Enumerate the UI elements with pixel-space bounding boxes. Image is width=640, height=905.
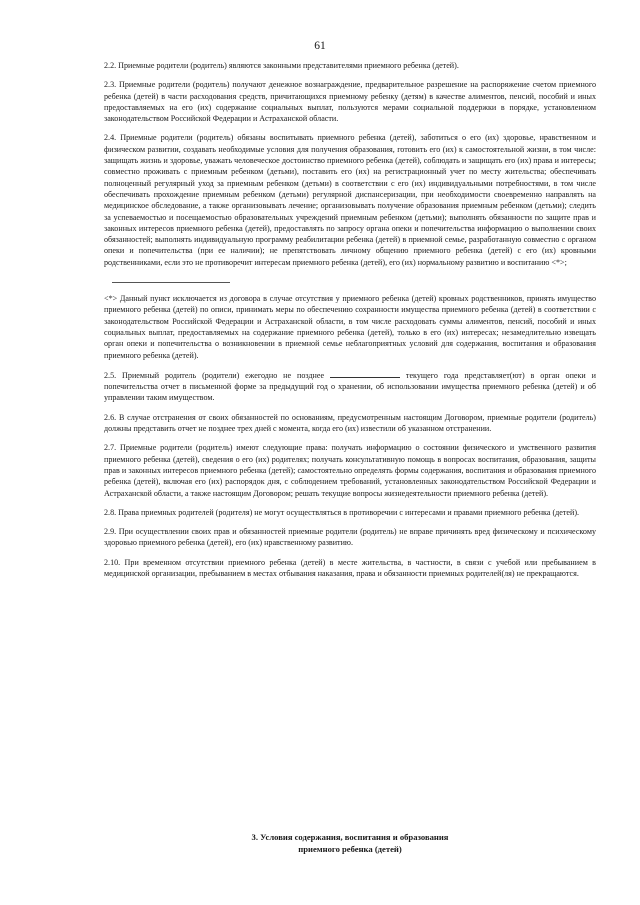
paragraph-2-10: 2.10. При временном отсутствии приемного ребенка (детей) в месте жительства, в частности, в связи с учебой или пребыванием в медицинской организации, пребыванием в местах отбывания наказания, права и обязанности приемных родителей(ля) не прекращаются. xyxy=(104,557,596,578)
section-heading xyxy=(104,832,596,855)
paragraph-2-8: 2.8. Права приемных родителей (родителя) не могут осуществляться в противоречии с интересами и правами приемного ребенка (детей). xyxy=(104,507,580,517)
paragraph-2-4: 2.4. Приемные родители (родитель) обязаны воспитывать приемного ребенка (детей), заботиться о его (их) здоровье, нравственном и физическом развитии, создавать необходимые условия для получения образования, готовить его (их) к самостоятельной жизни, в том числе: защищать жизнь и здоровье, уважать человеческое достоинство приемного ребенка (детей), соблюдать и защищать его (их) права и интересы; совместно проживать с приемным ребенком (детьми), поставить его (их) на регистрационный учет по месту жительства; обеспечивать полноценный регулярный уход за приемным ребенком (детьми) в соответствии с его (их) индивидуальными потребностями, в том числе обеспечивать прохождение приемным ребенком (детьми) регулярной диспансеризации, при необходимости своевременно направлять на медицинское обследование, а также организовывать лечение; организовывать получение образования приемным ребенком (детьми); следить за успеваемостью и посещаемостью образовательных учреждений приемным ребенком (детьми); выполнять обязанности по защите прав и законных интересов приемного ребенка (детей), предоставлять по запросу органа опеки и попечительства информацию о выполнении своих обязанностей; выполнять индивидуальную программу реабилитации ребенка (детей) в приемной семье, разработанную совместно с органом опеки и попечительства (при ее наличии); не препятствовать личному общению приемного ребенка (детей) с его (их) кровными родственниками, если это не противоречит интересам приемного ребенка (детей), его (их) нормальному развитию и воспитанию <*>; xyxy=(104,133,596,267)
paragraph-2-6: 2.6. В случае отстранения от своих обязанностей по основаниям, предусмотренным настоящим Договором, приемные родители (родитель) должны представить отчет не позднее трех дней с момента, когда его (их) известили об указанном отстранении. xyxy=(104,412,596,434)
section-heading-line-2: приемного ребенка (детей) xyxy=(298,843,402,854)
paragraph-2-5-start: 2.5. Приемный родитель (родители) ежегодно не позднее xyxy=(104,370,325,380)
footnote-separator xyxy=(112,282,230,283)
section-heading-line-1: 3. Условия содержания, воспитания и образования xyxy=(251,832,449,842)
paragraph-2-3: 2.3. Приемные родители (родитель) получают денежное вознаграждение, предварительное разрешение на распоряжение счетом приемного ребенка (детей) в части расходования средств, причитающихся приемному ребенку (детям) в качестве алиментов, пенсий, пособий и иных предоставляемых на его (их) содержание социальных выплат, пользуются мерами социальной поддержки в порядке, установленном законодательством Российской Федерации и Астраханской области. xyxy=(104,80,596,124)
document-body xyxy=(104,60,596,587)
footnote: <*> Данный пункт исключается из договора в случае отсутствия у приемного ребенка (детей) кровных родственников, принять имущество приемного ребенка (детей) по описи, принимать меры по обеспечению сохранности имущества приемного ребенка (детей) в соответствии с законодательством Российской Федерации и Астраханской области, в том числе расходовать суммы алиментов, пенсий, пособий и иных социальных выплат, предоставляемых на содержание приемного ребенка (детей), только в его (их) интересах; незамедлительно извещать орган опеки и попечительства о возникновении в приемной семье неблагоприятных условий для содержания, воспитания и образования приемного ребенка (детей). xyxy=(104,294,596,360)
paragraph-2-7: 2.7. Приемные родители (родитель) имеют следующие права: получать информацию о состоянии физического и умственного развития приемного ребенка (детей), сведения о его (их) родителях; получать консультативную помощь в вопросах воспитания, образования, защиты прав и законных интересов приемного ребенка (детей); самостоятельно определять формы содержания, воспитания и образования приемного ребенка (детей), включая его (их) распорядок дня, с соблюдением требований, установленных законодательством Российской Федерации и Астраханской области, а также настоящим Договором; решать текущие вопросы жизнедеятельности приемного ребенка (детей). xyxy=(104,443,596,498)
paragraph-2-9: 2.9. При осуществлении своих прав и обязанностей приемные родители (родитель) не вправе причинять вред физическому и психическому здоровью приемного ребенка (детей), его (их) нравственному развитию. xyxy=(104,527,596,548)
paragraph-2-2: 2.2. Приемные родители (родитель) являются законными представителями приемного ребенка (детей). xyxy=(104,61,459,70)
paragraph-2-5 xyxy=(104,369,596,404)
page-number: 61 xyxy=(314,40,326,52)
paragraph-2-5-end: текущего года представляет(ют) в орган опеки и попечительства отчет в письменной форме за предыдущий год о хранении, об использовании имущества приемного ребенка (детей) и об управлении таким имуществом. xyxy=(104,370,596,403)
fill-in-blank xyxy=(330,369,400,378)
